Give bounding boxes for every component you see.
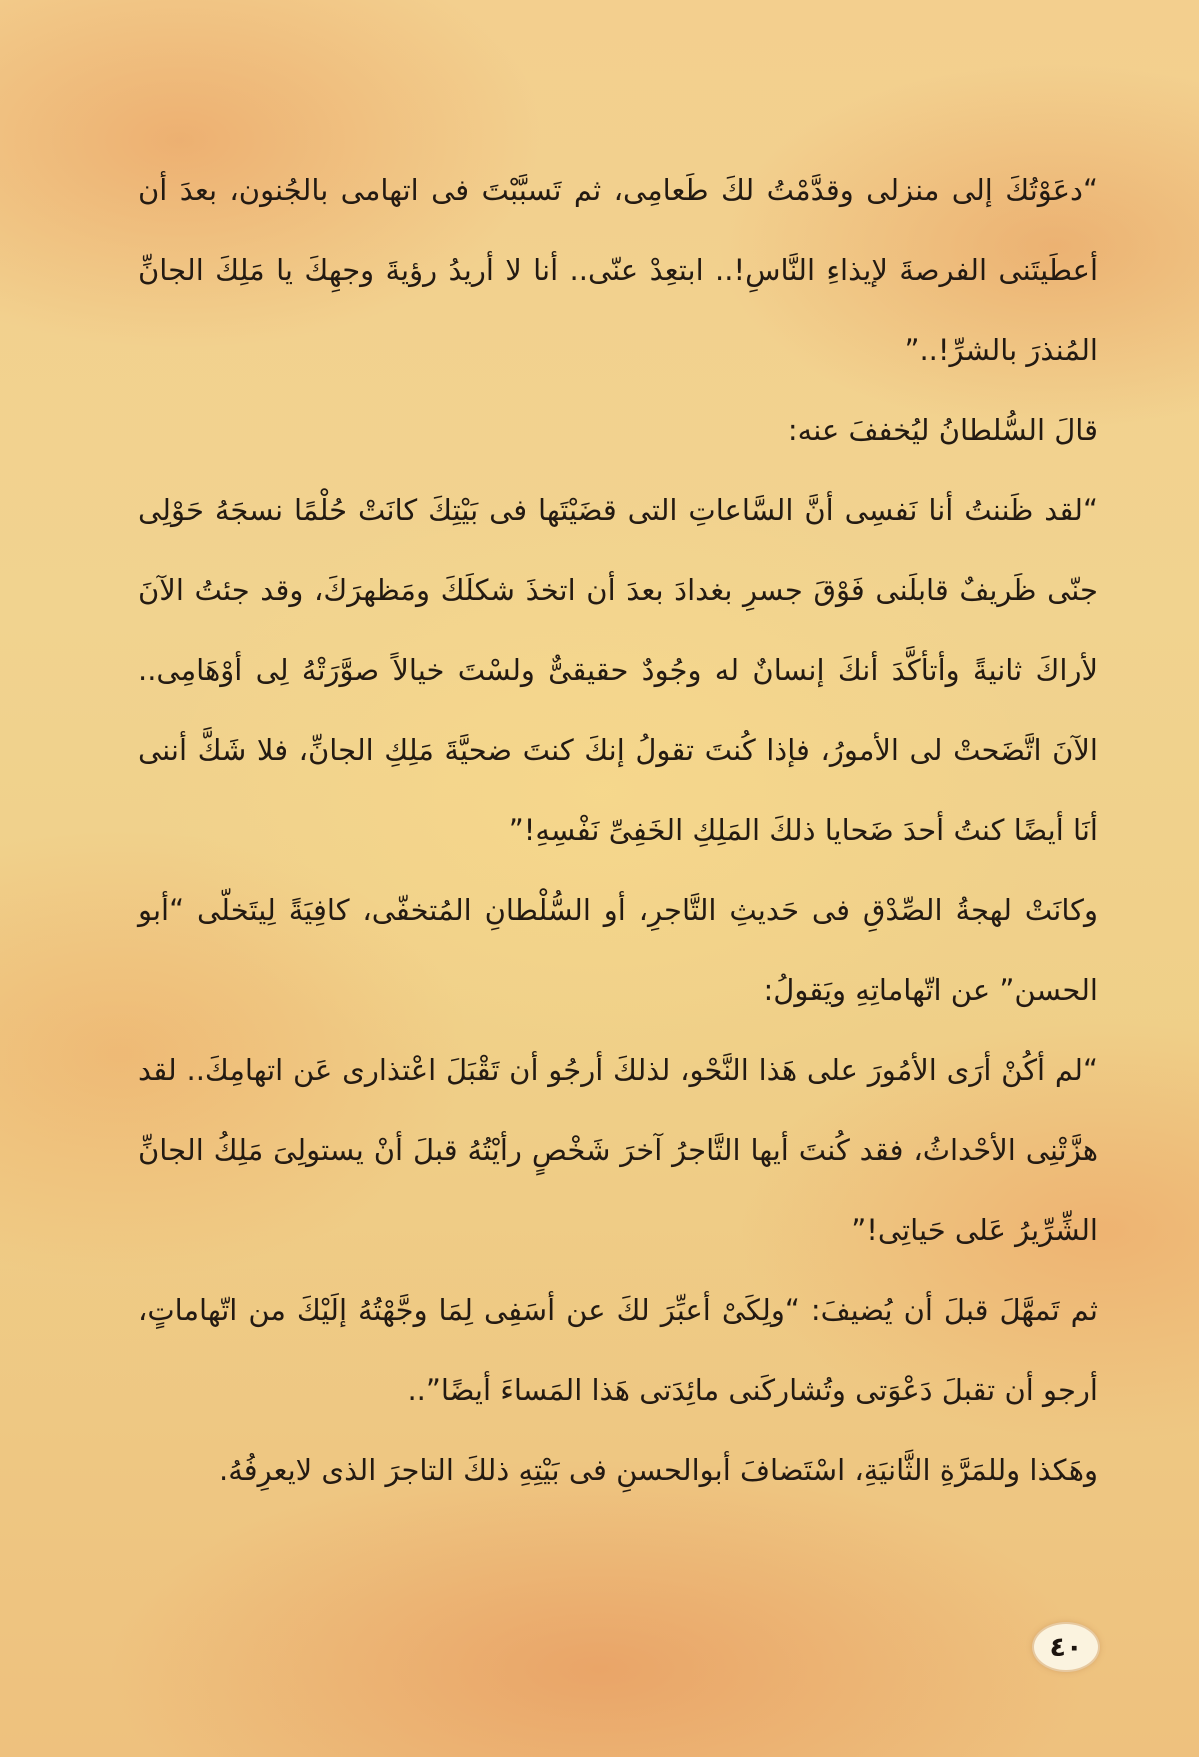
paragraph-3: “لقد ظَننتُ أنا نَفسِى أنَّ السَّاعاتِ التى قضَيْتَها فى بَيْتِكَ كانَتْ حُلْمًا نسجَهُ حَوْلِى جنّى ظَريفٌ قابلَنى فَوْقَ جسرِ بغدادَ بعدَ أن اتخذَ شكلَكَ ومَظهرَكَ، وقد جئتُ الآنَ لأراكَ ثانيةً وأتأكَّدَ أنكَ إنسانٌ له وجُودٌ حقيقىٌّ ولسْتَ خيالاً صوَّرَتْهُ لِى أوْهَامِى.. الآنَ اتَّضَحتْ لى الأمورُ، فإذا كُنتَ تقولُ إنكَ كنتَ ضحيَّةَ مَلِكِ الجانِّ، فلا شَكَّ أننى أنَا أيضًا كنتُ أحدَ ضَحايا ذلكَ المَلِكِ الخَفِىِّ نَفْسِهِ!” (138, 493, 1098, 847)
paragraph-7: وهَكذا وللمَرَّةِ الثَّانيَةِ، اسْتَضافَ أبوالحسنِ فى بَيْتِهِ ذلكَ التاجرَ الذى لايعرِفُهُ. (218, 1453, 1098, 1487)
page-number: ٤٠ (1032, 1622, 1100, 1672)
paragraph-6: ثم تَمهَّلَ قبلَ أن يُضيفَ: “ولِكَىْ أعبِّرَ لكَ عن أسَفِى لِمَا وجَّهْتُهُ إلَيْكَ من اتّهاماتٍ، أرجو أن تقبلَ دَعْوَتى وتُشاركَنى مائِدَتى هَذا المَساءَ أيضًا”.. (138, 1293, 1098, 1407)
paragraph-5: “لم أكُنْ أرَى الأمُورَ على هَذا النَّحْو، لذلكَ أرجُو أن تَقْبَلَ اعْتذارى عَن اتهامِكَ.. لقد هزَّتْنِى الأحْداثُ، فقد كُنتَ أيها التَّاجرُ آخرَ شَخْصٍ رأيْتُهُ قبلَ أنْ يستولِىَ مَلِكُ الجانِّ الشِّرِّيرُ عَلى حَياتِى!” (138, 1053, 1098, 1247)
body-text (138, 150, 1098, 1510)
paragraph-4: وكانَتْ لهجةُ الصِّدْقِ فى حَديثِ التَّاجرِ، أو السُّلْطانِ المُتخفّى، كافِيَةً لِيتَخلّى “أبو الحسن” عن اتّهاماتِهِ ويَقولُ: (138, 893, 1098, 1007)
paragraph-2: قالَ السُّلطانُ ليُخففَ عنه: (787, 413, 1098, 447)
paragraph-1: “دعَوْتُكَ إلى منزلى وقدَّمْتُ لكَ طَعامِى، ثم تَسبَّبْتَ فى اتهامى بالجُنون، بعدَ أن أعطَيتَنى الفرصةَ لإيذاءِ النَّاسِ!.. ابتعِدْ عنّى.. أنا لا أريدُ رؤيةَ وجهِكَ يا مَلِكَ الجانِّ المُنذرَ بالشرِّ!..” (138, 173, 1098, 367)
